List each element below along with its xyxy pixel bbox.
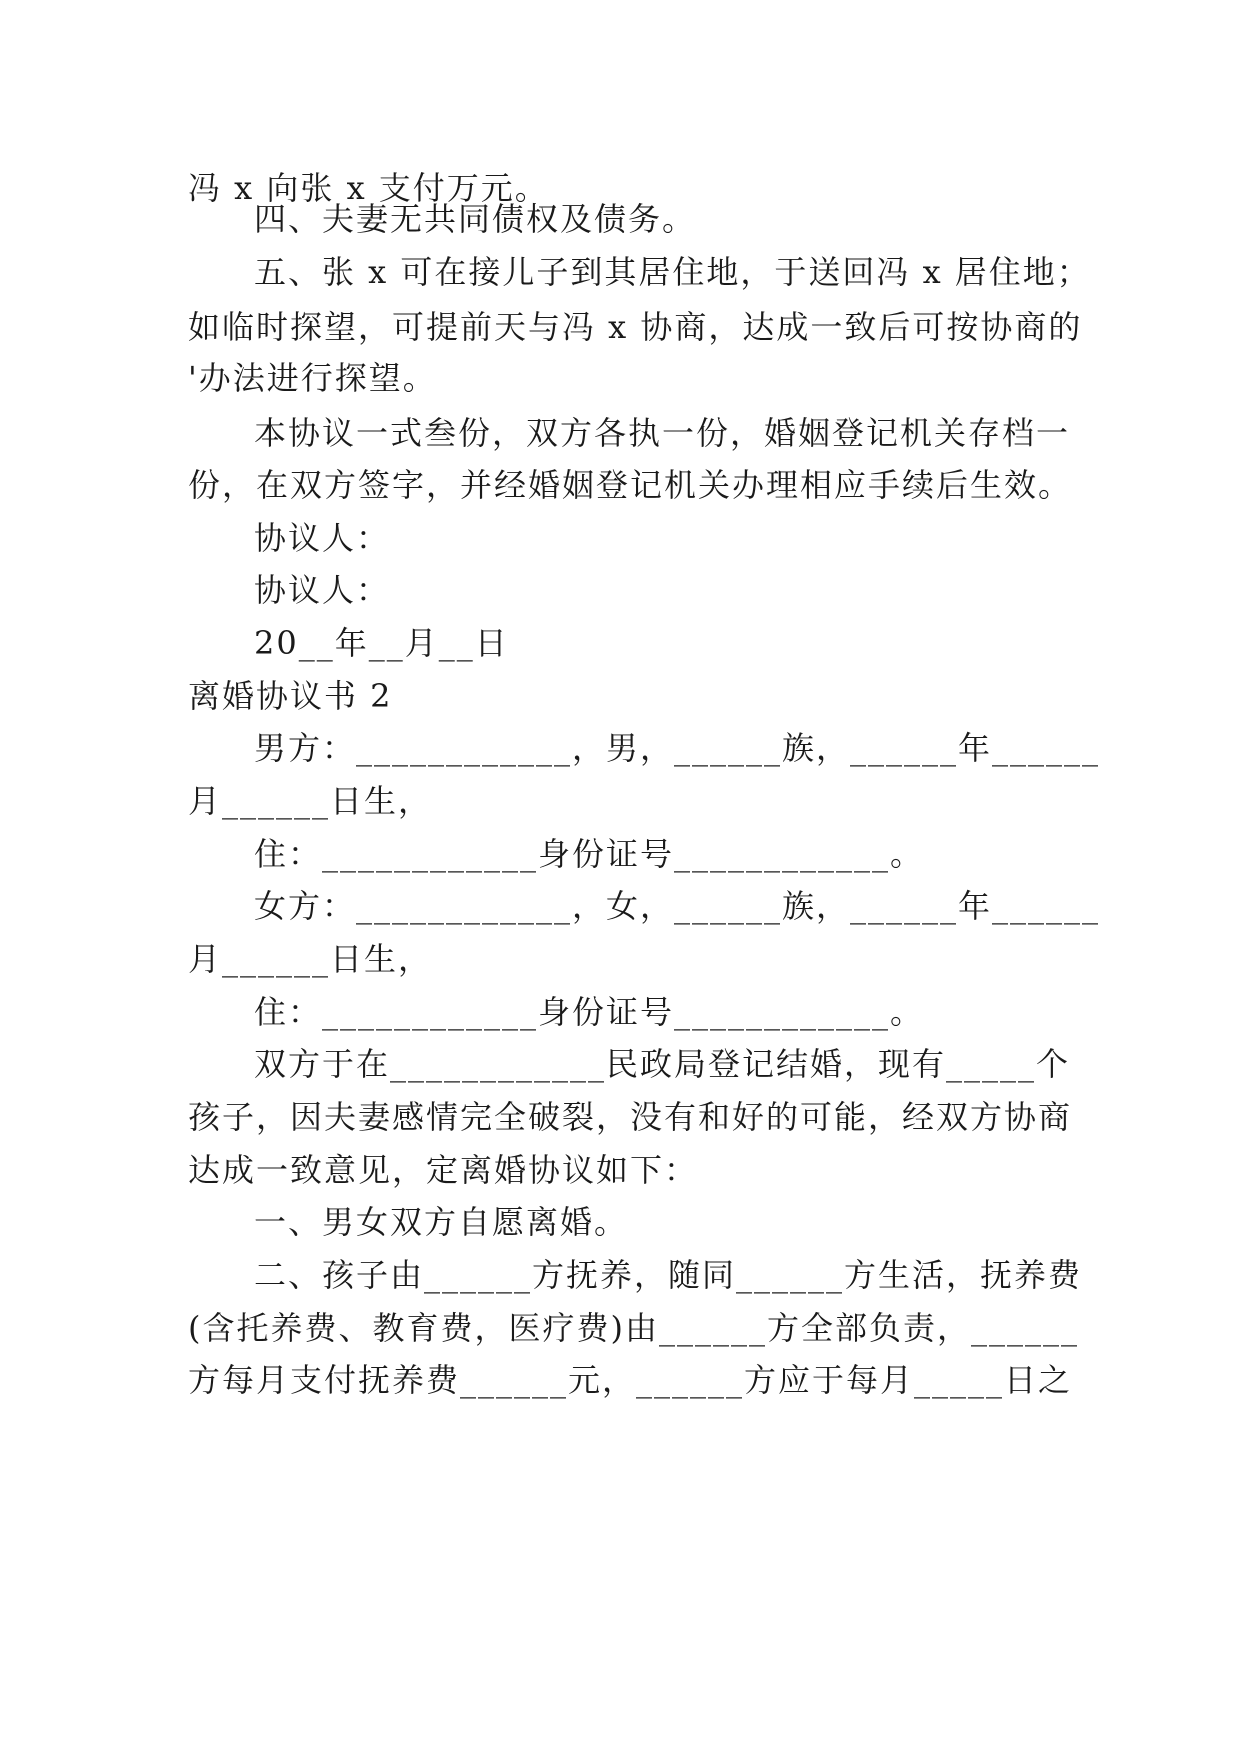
paragraph-line: 二、孩子由______方抚养，随同______方生活，抚养费 bbox=[254, 1256, 1083, 1294]
paragraph-line: 方每月支付抚养费______元，______方应于每月_____日之 bbox=[188, 1361, 1073, 1399]
paragraph-line: 四、夫妻无共同债权及债务。 bbox=[254, 200, 697, 238]
signature-label: 协议人： bbox=[254, 519, 391, 557]
paragraph-line: 住：____________身份证号____________。 bbox=[254, 993, 925, 1031]
paragraph-line: 达成一致意见，定离婚协议如下： bbox=[188, 1151, 699, 1189]
paragraph-line: '办法进行探望。 bbox=[188, 359, 437, 397]
paragraph-line: (含托养费、教育费，医疗费)由______方全部负责，______ bbox=[188, 1309, 1079, 1347]
paragraph-line: 如临时探望，可提前天与冯 x 协商，达成一致后可按协商的 bbox=[188, 308, 1083, 346]
paragraph-line: 冯 x 向张 x 支付万元。 bbox=[188, 169, 549, 207]
paragraph-line: 双方于在____________民政局登记结婚，现有_____个 bbox=[254, 1045, 1071, 1083]
paragraph-line: 份，在双方签字，并经婚姻登记机关办理相应手续后生效。 bbox=[188, 466, 1073, 504]
signature-label: 协议人： bbox=[254, 571, 391, 609]
paragraph-line: 女方：____________，女，______族，______年______ bbox=[254, 887, 1101, 925]
paragraph-line: 男方：____________，男，______族，______年______ bbox=[254, 729, 1101, 767]
paragraph-line: 月______日生， bbox=[188, 940, 433, 978]
paragraph-line: 一、男女双方自愿离婚。 bbox=[254, 1203, 629, 1241]
date-line: 20__年__月__日 bbox=[254, 624, 509, 662]
paragraph-line: 住：____________身份证号____________。 bbox=[254, 835, 925, 873]
section-title: 离婚协议书 2 bbox=[188, 677, 393, 715]
paragraph-line: 孩子，因夫妻感情完全破裂，没有和好的可能，经双方协商 bbox=[188, 1098, 1073, 1136]
paragraph-line: 月______日生， bbox=[188, 782, 433, 820]
paragraph-line: 本协议一式叁份，双方各执一份，婚姻登记机关存档一 bbox=[254, 414, 1071, 452]
paragraph-line: 五、张 x 可在接儿子到其居住地，于送回冯 x 居住地； bbox=[254, 253, 1091, 291]
